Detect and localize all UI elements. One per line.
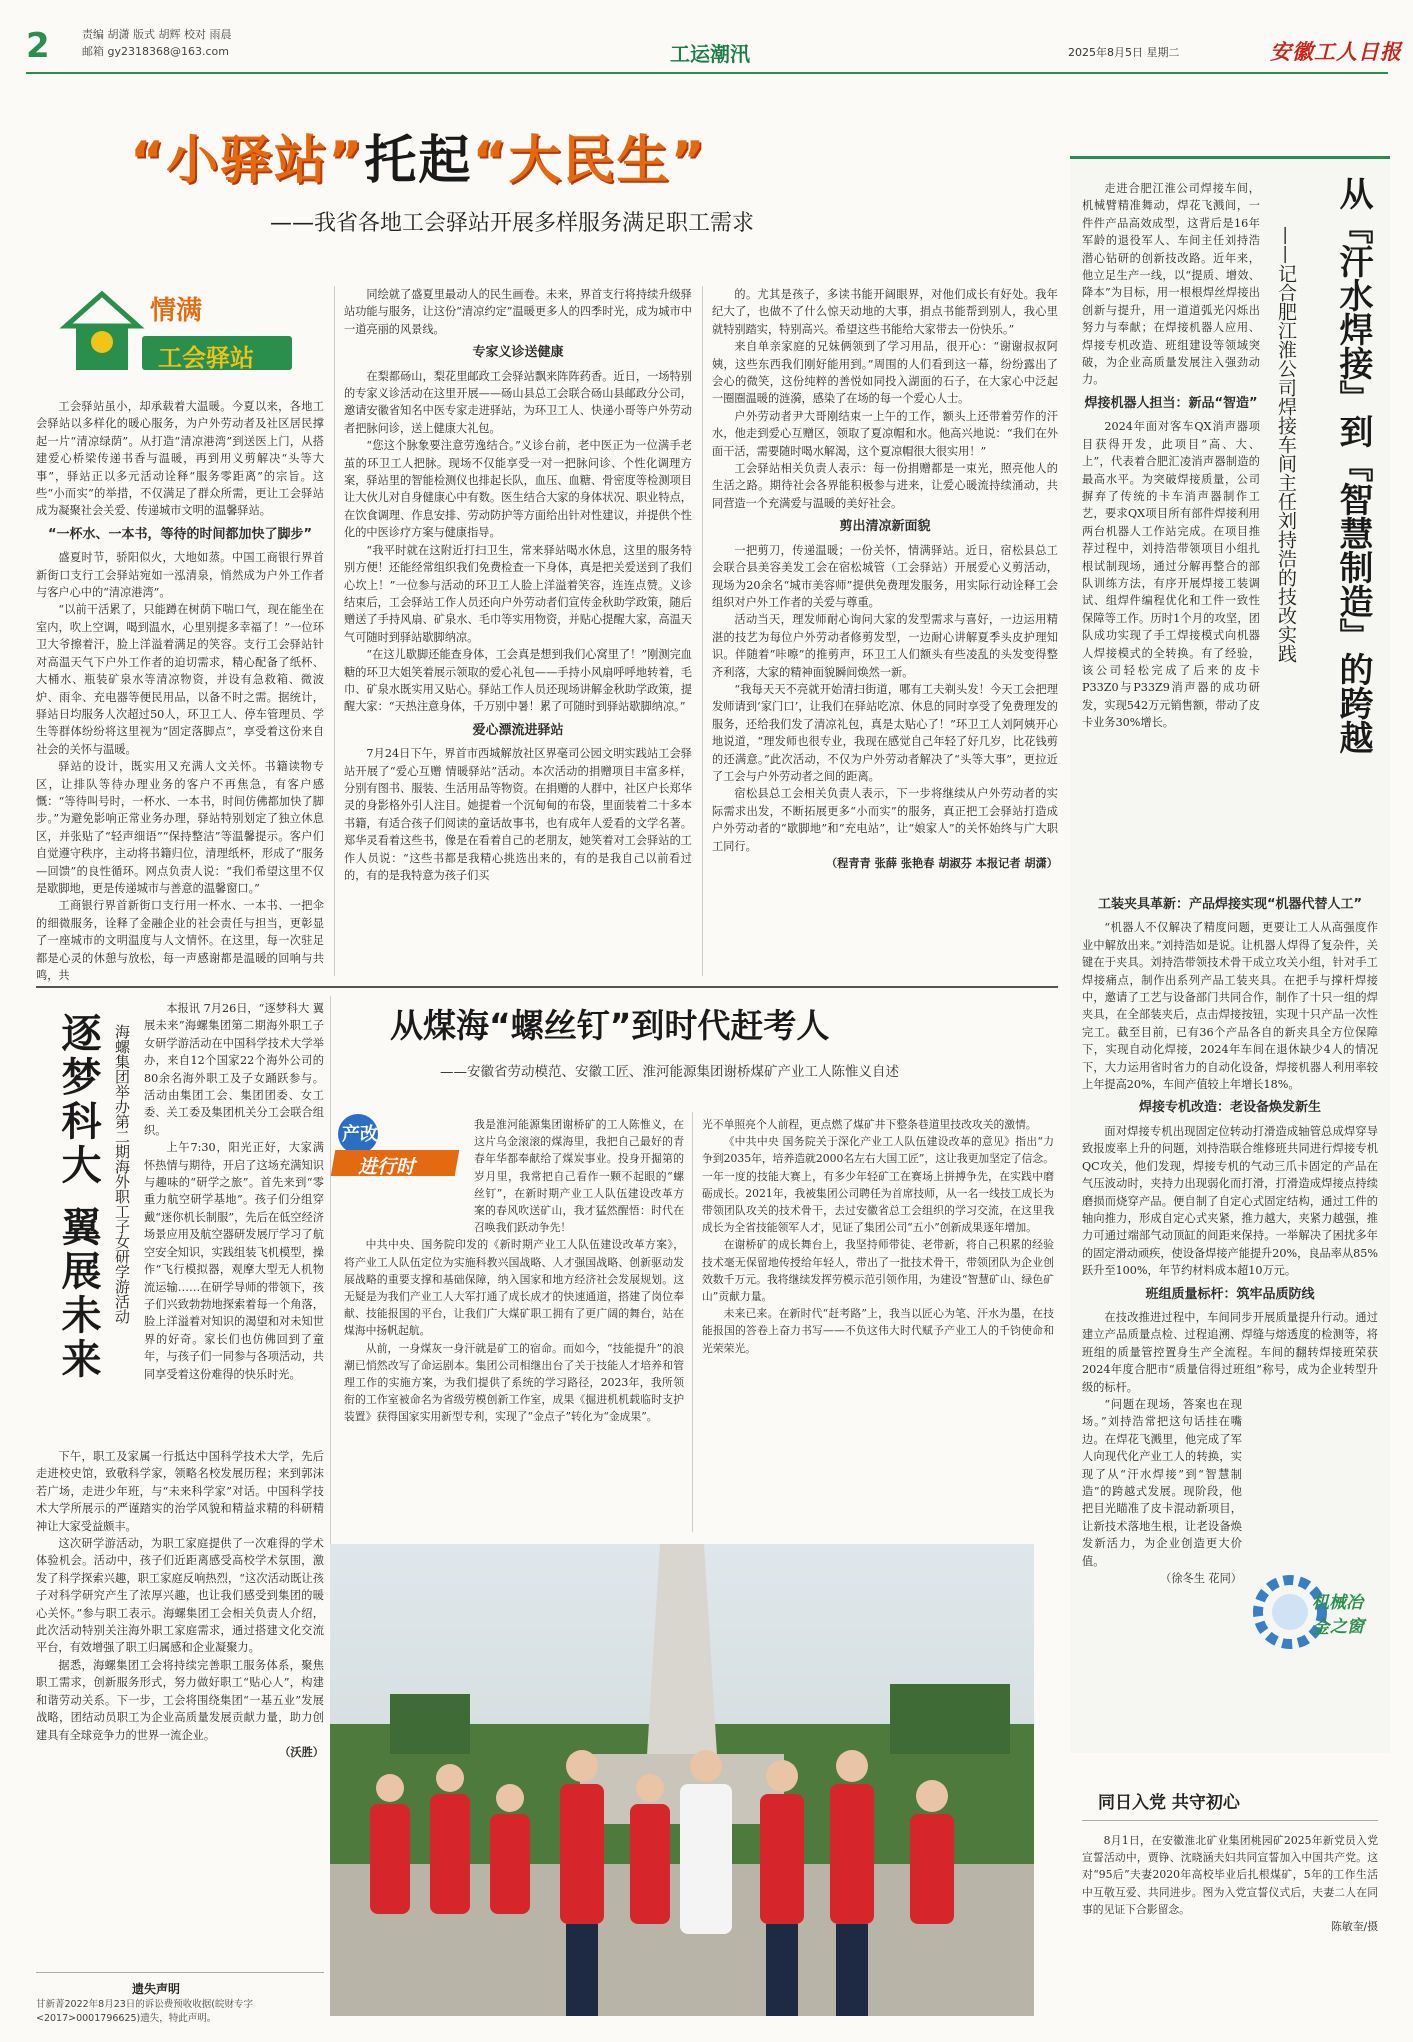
paragraph: 未来已来。在新时代“赶考路”上，我当以匠心为笔、汗水为墨，在技能报国的答卷上奋力书写——不负这伟大时代赋予产业工人的千钧使命和光荣荣光。 [702, 1307, 1054, 1355]
paragraph: 我是淮河能源集团谢桥矿的工人陈惟义，在这片乌金滚滚的煤海里，我把自己最好的青春年华都奉献给了煤炭事业。投身开掘第的岁月里，我常把自己看作一颗不起眼的“螺丝钉”，在新时期产业工人队伍建设改革方案的春风吹送矿山，我才猛然醒悟：时代在召唤我们跃动争先！ [474, 1118, 684, 1235]
sidebar-column-top [1082, 180, 1260, 732]
section-title: 工运潮汛 [670, 42, 750, 66]
credits-email: 邮箱 gy2318368@163.com [82, 45, 229, 58]
column-badge-subtitle: 之窗 [1330, 1617, 1364, 1637]
paragraph: 在谢桥矿的成长舞台上，我坚持师带徒、老带新，将自己积累的经验技术毫无保留地传授给年轻人，带出了一批技术骨干，带领团队为企业创效数千万元。我将继续发挥劳模示范引领作用，为建设“智慧矿山、绿色矿山”贡献力量。 [702, 1238, 1054, 1304]
paragraph: 2024年面对客车QX消声器项目获得开发，此项目“高、大、上”，代表着合肥汇凌消声器制造的最高水平。为突破焊接质量，公司摒弃了传统的卡车消声器制作工艺，要求QX项目所有部件焊接利用两台机器人工作站完成。在项目推荐过程中，刘持浩带领项目小组扎根试制现场，通过分解再整合的部队训练方法，有序开展焊接工装调试、组焊件编程优化和工件一致性保障等工作。历时1个月的攻坚，团队成功实现了手工焊接模式向机器人焊接模式的全转换。有了经验，该公司轻松完成了后来的皮卡P33Z0与P33Z9消声器的成功研发，实现542万元销售额，带动了皮卡业务30%增长。 [1082, 420, 1260, 730]
column-divider [692, 1112, 693, 1532]
story2-title: 从煤海“螺丝钉”到时代赶考人 [390, 1006, 830, 1045]
paragraph: 盛夏时节，骄阳似火，大地如蒸。中国工商银行界首新街口支行工会驿站宛如一泓清泉，悄然成为户外工作者与客户心中的“清凉港湾”。 [36, 551, 324, 600]
paragraph: 活动当天，理发师耐心询问大家的发型需求与喜好，一边运用精湛的技艺为每位户外劳动者修剪发型，一边耐心讲解夏季头皮护理知识。伴随着“咔嚓”的推剪声，环卫工人们额头有些凌乱的头发变得整齐利落，大家的精神面貌瞬间焕然一新。 [712, 613, 1058, 679]
paragraph: 据悉，海螺集团工会将持续完善职工服务体系，聚焦职工需求，创新服务形式，努力做好职工“贴心人”，构建和谐劳动关系。下一步，工会将围绕集团“一基五业”发展战略，团结动员职工为企业高质量发展贡献力量，助力创建具有全球竞争力的世界一流企业。 [36, 1658, 324, 1742]
paragraph: “我每天天不亮就开始清扫街道，哪有工夫剃头发！今天工会把理发师请到‘家门口’，让我们在驿站吃凉、休息的同时享受了免费理发的服务，还给我们发了清凉礼包，真是太贴心了！”环卫工人刘阿姨开心地说道，“理发师也很专业，我现在感觉自己年轻了好几岁，比花钱剪的还满意。”此次活动，不仅为户外劳动者解决了“头等大事”，更拉近了工会与户外劳动者之间的距离。 [712, 682, 1058, 783]
headline-part: “小驿站” [130, 131, 365, 191]
paragraph: 在技改推进过程中，车间同步开展质量提升行动。通过建立产品质量点检、过程追溯、焊缝与熔透度的检测等，将班组的质量管控置身生产全流程。车间的翻转焊接班荣获2024年度合肥市“质量信得过班组”称号，成为企业转型升级的标杆。 [1082, 1310, 1378, 1394]
byline: （沃胜） [279, 1744, 324, 1759]
paragraph: 本报讯 7月26日，“逐梦科大 翼展未来”海螺集团第二期海外职工子女研学游活动在中国科学技术大学举办，来自12个国家22个海外公司的80余名海外职工及子女踊跃参与。活动由集团工会、集团团委、女工委、关工委及集团机关分工会联合组织。 [144, 1002, 324, 1137]
paragraph: 来自单亲家庭的兄妹俩领到了学习用品，很开心：“谢谢叔叔阿姨，这些东西我们刚好能用到。”周围的人们看到这一幕，纷纷露出了会心的微笑，这份纯粹的善悦如同投入湖面的石子，在大家心中泛起一圈圈温暖的涟漪，感染了在场的每一个爱心人士。 [712, 340, 1058, 406]
paragraph: “以前干活累了，只能蹲在树荫下喘口气，现在能坐在室内，吹上空调，喝到温水，心里别提多幸福了！”一位环卫大爷擦着汗，脸上洋溢着满足的笑容。支行工会驿站针对高温天气下户外工作者的迫切需求，精心配备了纸杯、大桶水、瓶装矿泉水等清凉物资，并设有急救箱、微波炉、雨伞、充电器等便民用品，以备不时之需。据统计，驿站日均服务人次超过50人，环卫工人、停车管理员、学生等群体纷纷将这里视为“固定落脚点”，享受着这份来自社会的关怀与温暖。 [36, 603, 324, 756]
badge-title: 情满 [150, 296, 203, 326]
headline-part: 托起 [364, 131, 473, 191]
column-badge [1250, 1566, 1378, 1658]
story2-subtitle: ——安徽省劳动模范、安徽工匠、淮河能源集团谢桥煤矿产业工人陈惟义自述 [440, 1064, 899, 1080]
paragraph: 光不单照亮个人前程，更点燃了煤矿井下整条巷道里技改攻关的激情。 [702, 1118, 1037, 1131]
paragraph: “机器人不仅解决了精度问题，更要让工人从高强度作业中解放出来。”刘持浩如是说。让机器人焊得了复杂件，关键在于夹具。刘持浩带领技术骨干成立攻关小组，针对手工焊接痛点，制作出系列产品工装夹具。在把手与撑杆焊接中，邀请了工艺与设备部门共同合作，制作了十只一组的焊夹具，在全部装夹后，点击焊接按钮，实现十只产品一次性完工。截至目前，已有36个产品各自的新夹具全方位保障下，实现自动化焊接，2024年车间在退休缺少4人的情况下，大力运用省时省力的自动化设备，焊接机器人利用率较上年提高20%，车间产值较上年增长18%。 [1082, 921, 1378, 1092]
paragraph: 面对焊接专机出现固定位转动打滑造成轴管总成焊穿导致报废率上升的问题，刘持浩联合维修班共同进行焊接专机QC攻关，他们发现，焊接专机的气动三爪卡固定的产品在气压波动时，夹持力出现弱化而打滑，打滑造成焊接点持续磨损而烧穿产品。便自制了自定心式固定结构，通过工件的轴向推力，形成自定心式夹紧，推力越大，夹紧力越强，推力可通过端部气动顶缸的间距来保持。一举解决了困扰多年的固定滑动顽疾，使设备焊接产能提升20%，良品率从85%跃升至100%，年节约材料成本超10万元。 [1082, 1124, 1378, 1278]
notice-title: 遗失声明 [132, 1982, 181, 1996]
paragraph: 下午，职工及家属一行抵达中国科学技术大学，先后走进校史馆，致敬科学家，领略名校发展历程；来到郭沫若广场，走进少年班，与“未来科学家”对话。中国科学技术大学所展示的严谨踏实的治学风貌和精益求精的科研精神让大家受益颇丰。 [36, 1450, 324, 1533]
paragraph: 走进合肥江淮公司焊接车间，机械臂精准舞动，焊花飞溅间，一件件产品高效成型，这背后是16年军龄的退役军人、车间主任刘持浩潜心钻研的创新技改路。近年来，他立足生产一线，以“提质、增效、降本”为目标，用一根根焊丝焊接出创新与提升，用一道道弧光闪烁出努力与奉献；在焊接机器人应用、焊接专机改造、班组建设等领域突破，为企业高质量发展注入强劲动力。 [1082, 182, 1260, 387]
paragraph: 同绘就了盛夏里最动人的民生画卷。未来，界首支行将持续升级驿站功能与服务，让这份“清凉约定”温暖更多人的四季时光，成为城市中一道亮丽的风景线。 [344, 288, 692, 336]
column-divider [702, 286, 703, 976]
station-badge [58, 286, 298, 378]
paragraph: 上午7:30，阳光正好，大家满怀热情与期待，开启了这场充满知识与趣味的“研学之旅”。首先来到“零重力航空研学基地”。孩子们分组穿戴“迷你机长制服”，先后在低空经济场景应用及航空器研发展厅学习了航空安全知识，实践组装飞机模型，操作“飞行模拟器，观摩大型无人机物流运输……在研学导师的带领下，孩子们兴致勃勃地探索着每一个角落，脸上洋溢着对知识的渴望和对未知世界的好奇。家长们也仿佛回到了童年，与孩子们一同参与各项活动，共同享受着这份难得的快乐时光。 [144, 1141, 324, 1381]
notice-divider [36, 1972, 324, 1973]
sidebar-title: 从『汗水焊接』到『智慧制造』的跨越 [1333, 176, 1373, 754]
paragraph: 工会驿站相关负责人表示：每一份捐赠都是一束光，照亮他人的生活之路。期待社会各界能积极参与进来，让爱心暖流持续涌动，共同营造一个充满爱与温暖的美好社会。 [712, 462, 1058, 510]
paragraph: “在这儿歇脚还能查身体，工会真是想到我们心窝里了！”刚测完血糖的环卫大姐笑着展示领取的爱心礼包——手持小风扇呼呼地转着，毛巾、矿泉水既实用又贴心。驿站工作人员还现场讲解金秋助学政策，提醒大家：“天热注意身体，千万别中暑！累了可随时到驿站歇脚纳凉。” [344, 648, 692, 714]
paragraph: 户外劳动者尹大哥刚结束一上午的工作，额头上还带着劳作的汗水，他走到爱心互赠区，领取了夏凉帽和水。他高兴地说：“我们在外面干活，需要随时喝水解渴，这个夏凉帽很大很实用！” [712, 409, 1058, 458]
column-divider [334, 286, 335, 976]
editor-credits [82, 26, 231, 60]
story1-column-3 [712, 286, 1058, 872]
story5-title: 同日入党 共守初心 [1098, 1793, 1240, 1813]
story3-subtitle: 海螺集团举办第二期海外职工子女研学游活动 [113, 1024, 131, 1324]
headline-part: “大民生” [472, 131, 707, 191]
subheading: 剪出清凉新面貌 [839, 519, 931, 535]
story3-column-bottom [36, 1448, 324, 1761]
column-badge-title: 机械冶金 [1312, 1593, 1363, 1638]
sidebar-column-bottom [1082, 890, 1378, 1587]
badge-subtitle: 进行时 [358, 1156, 416, 1178]
paragraph: 驿站的设计，既实用又充满人文关怀。书籍读物专区，让排队等待办理业务的客户不再焦急，有客户感慨：“等待叫号时，一杯水、一本书，时间仿佛都加快了脚步。”为避免影响正常业务办理，驿站特别划定了独立休息区，并张贴了“轻声细语”“保持整洁”等温馨提示。客户们自觉遵守秩序，主动将书籍归位，清理纸杯，形成了“服务—回馈”的良性循环。网点负责人说：“我们希望这里不仅是歇脚地，更是传递城市与善意的温馨窗口。” [36, 760, 324, 895]
paragraph: 在梨都砀山，梨花里邮政工会驿站飘来阵阵药香。近日，一场特别的专家义诊活动在这里开展——砀山县总工会联合砀山县邮政分公司，邀请安徽省知名中医专家走进驿站，为环卫工人、快递小哥等户外劳动者把脉问诊，送上健康大礼包。 [344, 369, 692, 435]
newspaper-logo: 安徽工人日报 [1270, 39, 1402, 64]
credits-line: 责编 胡潇 版式 胡辉 校对 雨晨 [82, 28, 232, 41]
subheading: 焊接专机改造：老设备焕发新生 [1138, 1100, 1321, 1116]
paragraph: 宿松县总工会相关负责人表示，下一步将继续从户外劳动者的实际需求出发，不断拓展更多“小而实”的服务，真正把工会驿站打造成户外劳动者的“歇脚地”和“充电站”，让“娘家人”的关怀始终与广大职工同行。 [712, 787, 1058, 853]
paragraph: “您这个脉象要注意劳逸结合。”义诊台前，老中医正为一位满手老茧的环卫工人把脉。现场不仅能享受一对一把脉问诊、个性化调理方案，驿站里的智能检测仪也排起长队，血压、血糖、骨密度等检测项目让大伙儿对自身健康心中有数。医生结合大家的身体状况、职业特点，在饮食调理、作息安排、劳动防护等方面给出针对性建议，并提供个性化的中医诊疗方案与健康指导。 [344, 439, 692, 540]
paragraph: 的。尤其是孩子，多读书能开阔眼界，对他们成长有好处。我年纪大了，也做不了什么惊天动地的大事，捐点书能帮到别人，我心里就特别踏实，特别高兴。希望这些书能给大家带去一份快乐。” [712, 288, 1058, 336]
header-divider [26, 72, 1388, 74]
paragraph: 工商银行界首新街口支行用一杯水、一本书、一把伞的细微服务，诠释了金融企业的社会责任与担当，更彰显了一座城市的文明温度与人文情怀。在这里，每一次驻足都是心灵的休憩与放松，每一声感谢都是温暖的回响与共鸣，共 [36, 899, 324, 982]
paragraph: 8月1日，在安徽淮北矿业集团桃园矿2025年新党员入党宣誓活动中，贾铮、沈晓涵夫妇共同宣誓加入中国共产党。这对“95后”夫妻2020年高校毕业后扎根煤矿，5年的工作生活中互敬互爱、共同进步。图为入党宣誓仪式后，夫妻二人在同事的见证下合影留念。 [1082, 1834, 1378, 1916]
paragraph: 从前，一身煤灰一身汗就是矿工的宿命。而如今，“技能提升”的浪潮已悄然改写了命运剧本。集团公司相继出台了关于技能人才培养和管理工作的实施方案，为我们提供了系统的学习路径，2023年，我所领衔的工作室被命名为省级劳模创新工作室，成果《掘进机机载临时支护装置》获得国家实用新型专利，实现了“金点子”转化为“金成果”。 [344, 1341, 684, 1424]
sidebar-subtitle: ——记合肥江淮公司焊接车间主任刘持浩的技改实践 [1275, 226, 1297, 663]
story3-column-top [144, 1000, 324, 1383]
story5-body [1082, 1832, 1378, 1935]
story3-title: 逐梦科大 翼展未来 [55, 1012, 101, 1382]
main-headline [130, 118, 707, 193]
paragraph: 7月24日下午，界首市西城解放社区界毫司公园文明实践站工会驿站开展了“爱心互赠 情暖驿站”活动。本次活动的捐赠项目丰富多样，分别有图书、服装、生活用品等物资。在捐赠的人群中，社区户长郑华灵的身影格外引人注目。她提着一个沉甸甸的布袋，里面装着二十多本书籍，有适合孩子们阅读的童话故事书，也有成年人爱看的文学名著。郑华灵看着这些书，像是在看着自己的老朋友，她笑着对工会驿站的工作人员说：“这些书都是我精心挑选出来的，有的是我自己以前看过的，有的是我特意为孩子们买 [344, 747, 692, 882]
story1-column-2 [344, 286, 692, 884]
ceremony-photo [330, 1544, 1034, 2016]
paragraph: 工会驿站虽小，却承载着大温暖。今夏以来，各地工会驿站以多样化的暖心服务，为户外劳动者及社区居民撑起一片“清凉绿荫”。从打造“清凉港湾”到送医上门，从搭建爱心桥梁传递书香与温暖，再到用义剪解决“头等大事”，驿站正以多元活动诠释“服务零距离”的宗旨。这些“小而实”的举措，不仅满足了群众所需，更让工会驿站成为凝聚社会关爱、传递城市文明的温馨驿站。 [36, 400, 324, 518]
section-divider [36, 986, 1058, 988]
subheading: “一杯水、一本书，等待的时间都加快了脚步” [47, 526, 313, 542]
main-subtitle: ——我省各地工会驿站开展多样服务满足职工需求 [270, 211, 755, 236]
paragraph: “问题在现场，答案也在现场。”刘持浩常把这句话挂在嘴边。在焊花飞溅里，他完成了军人向现代化产业工人的转换，实现了从“汗水焊接”到“智慧制造”的跨越式发展。现阶段，他把目光瞄准了皮卡混动新项目，让新技术落地生根，让老设备焕发新活力，为企业创造更大价值。 [1082, 1397, 1242, 1568]
paragraph: “我平时就在这附近打扫卫生，常来驿站喝水休息，这里的服务特别方便！还能经常组织我们免费检查一下身体，真是把关爱送到了我们心坎上！”一位参与活动的环卫工人脸上洋溢着笑容，连连点赞。义诊结束后，工会驿站工作人员还向户外劳动者们宣传金秋助学政策，随后赠送了手持风扇、矿泉水、毛巾等实用物资，并贴心提醒大家，高温天气可随时到驿站歇脚纳凉。 [344, 543, 692, 644]
paragraph: 《中共中央 国务院关于深化产业工人队伍建设改革的意见》指出“力争到2035年，培养造就2000名左右大国工匠”，这让我更加坚定了信念。一年一度的技能大赛上，有多少年轻矿工在赛场上拼搏争先，在实践中磨砺成长。2021年，我被集团公司聘任为首席技师，从一名一线技工成长为带领团队攻关的技术骨干，去过安徽省总工会组织的学习交流，在这里我成长为全省技能领军人才，见证了集团公司“五小”创新成果逐年增加。 [702, 1135, 1054, 1235]
paragraph: 一把剪刀，传递温暖；一份关怀，情满驿站。近日，宿松县总工会联合县美容美发工会在宿松城管（工会驿站）开展爱心义剪活动，现场为20余名“城市美容师”提供免费理发服务，用实际行动诠释工会组织对户外工作者的关爱与尊重。 [712, 543, 1058, 609]
notice-body: 甘新菁2022年8月23日的诉讼费预收收据(皖财专字<2017>0001796625)遗失，特此声明。 [36, 1999, 254, 2024]
story5-divider [1082, 1820, 1378, 1821]
story2-column-1 [344, 1116, 684, 1426]
badge-subtitle: 工会驿站 [158, 344, 254, 372]
byline: （徐冬生 花同） [1160, 1572, 1242, 1586]
issue-date: 2025年8月5日 星期二 [1068, 46, 1180, 59]
badge-title: 产改 [342, 1124, 378, 1145]
story1-column-1 [36, 398, 324, 984]
subheading: 专家义诊送健康 [472, 345, 564, 361]
photo-credit: 陈敏奎/摄 [1331, 1920, 1378, 1934]
subheading: 爱心漂流进驿站 [472, 722, 564, 738]
subheading: 工装夹具革新：产品焊接实现“机器代替人工” [1097, 897, 1363, 912]
photo-image [330, 1544, 1034, 2016]
byline: （程青青 张薛 张艳春 胡淑芬 本报记者 胡潇） [825, 856, 1058, 870]
page-number: 2 [26, 26, 50, 66]
subheading: 焊接机器人担当：新品“智造” [1084, 395, 1258, 411]
story2-column-2 [702, 1116, 1054, 1357]
paragraph: 中共中央、国务院印发的《新时期产业工人队伍建设改革方案》，将产业工人队伍定位为实施科教兴国战略、人才强国战略、创新驱动发展战略的重要支撑和基础保障，纳入国家和地方经济社会发展规划。这无疑是为我们产业工人大军打通了成长成才的快速通道，搭建了岗位奉献、技能报国的平台，让我们广大煤矿职工拥有了更广阔的舞台，站在煤海中扬帆起航。 [344, 1238, 684, 1338]
subheading: 班组质量标杆：筑牢品质防线 [1145, 1286, 1315, 1302]
paragraph: 这次研学游活动，为职工家庭提供了一次难得的学术体验机会。活动中，孩子们近距离感受高校学术氛围，激发了科学探索兴趣，职工家庭反响热烈，“这次活动既让孩子对科学研究产生了浓厚兴趣，也让我们感受到集团的暖心关怀。”参与职工表示。海螺集团工会相关负责人介绍，此次活动特别关注海外职工家庭需求，通过搭建文化交流平台，有效增强了职工归属感和企业凝聚力。 [36, 1537, 324, 1655]
